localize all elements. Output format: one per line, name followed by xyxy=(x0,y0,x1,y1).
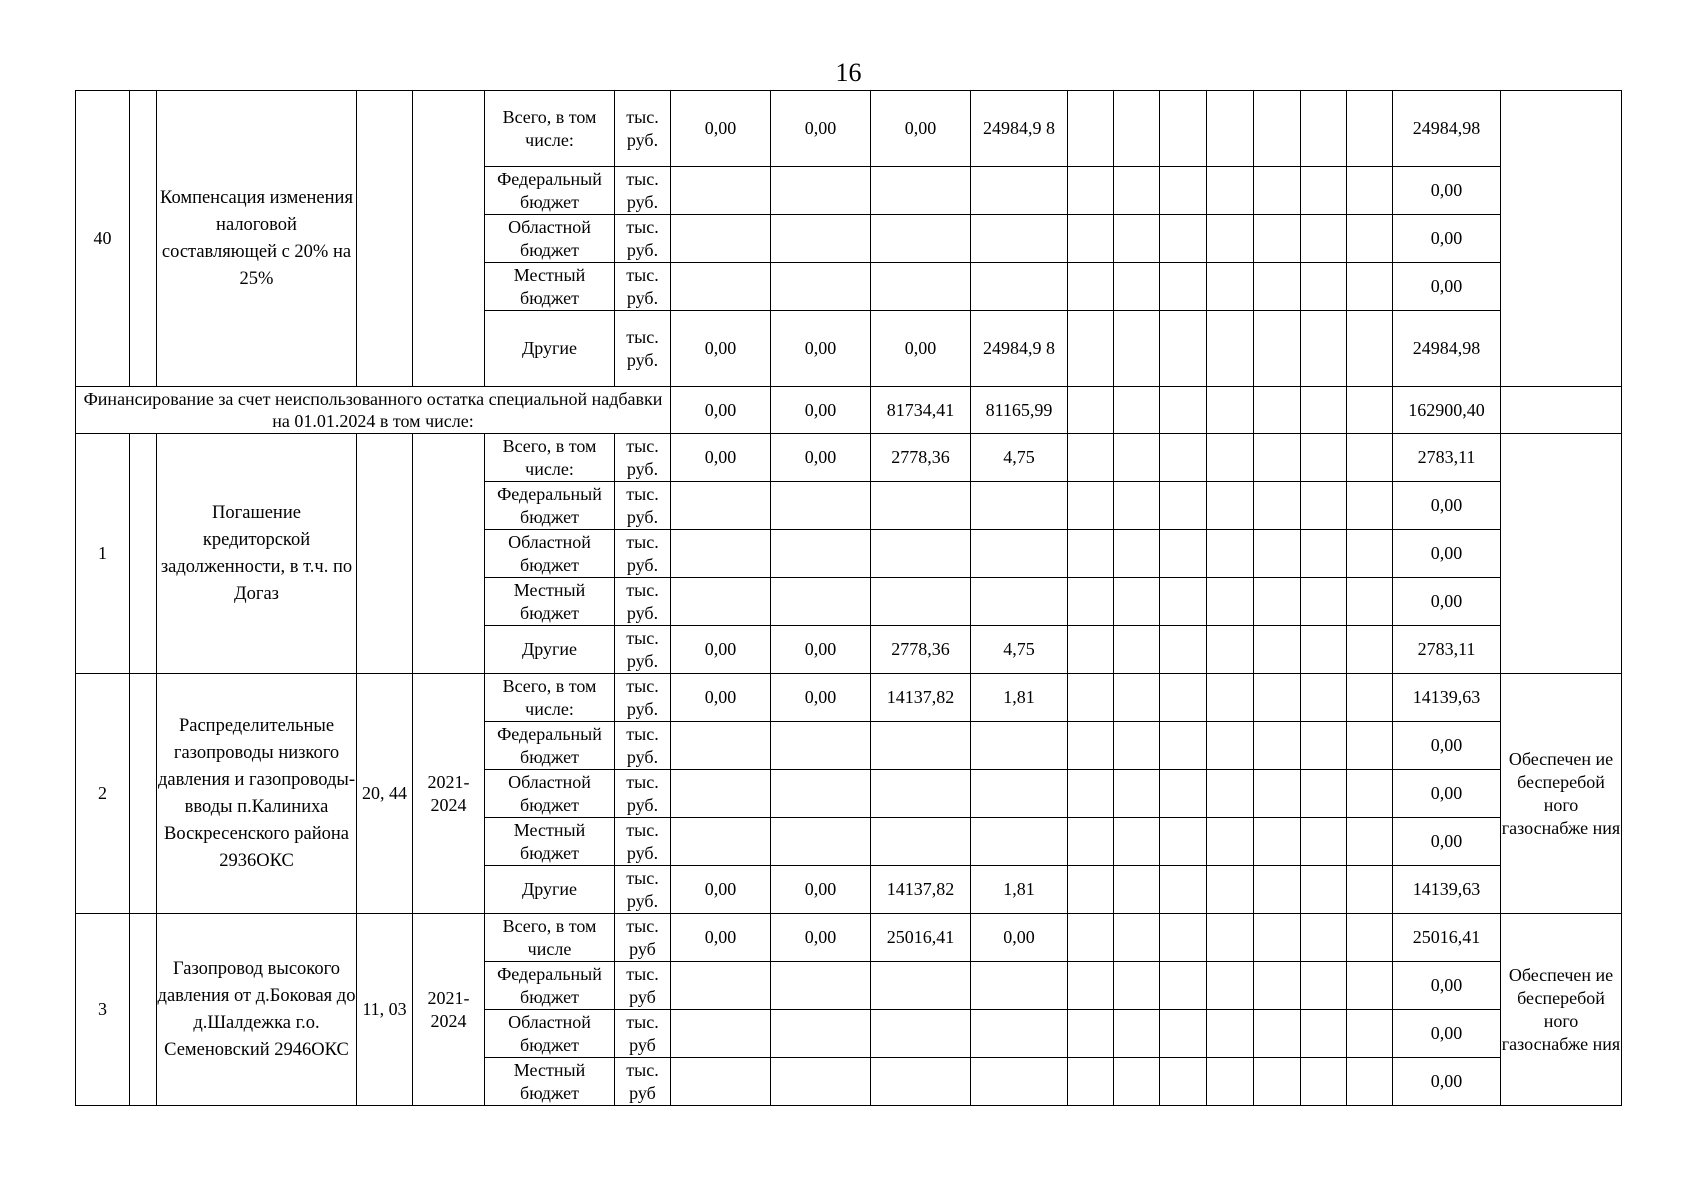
page-number: 16 xyxy=(835,58,862,87)
value-cell: 2778,36 xyxy=(871,626,971,674)
table-row xyxy=(76,434,1622,482)
value-cell: 81165,99 xyxy=(971,387,1068,434)
value-cell: 1,81 xyxy=(971,866,1068,914)
table-row xyxy=(76,674,1622,722)
value-cell: 0,00 xyxy=(671,311,771,387)
value-cell: 0,00 xyxy=(871,91,971,167)
unit: тыс. руб. xyxy=(615,311,671,387)
value-cell: 0,00 xyxy=(671,866,771,914)
sum-cell: 0,00 xyxy=(1393,215,1501,263)
sum-cell: 0,00 xyxy=(1393,1010,1501,1058)
unit: тыс. руб. xyxy=(615,866,671,914)
summary-row xyxy=(76,387,1622,434)
unit: тыс. руб. xyxy=(615,578,671,626)
value-cell: 14137,82 xyxy=(871,674,971,722)
row-number: 2 xyxy=(76,674,130,914)
source-local: Местный бюджет xyxy=(485,578,615,626)
source-total: Всего, в том числе xyxy=(485,914,615,962)
sum-cell: 24984,98 xyxy=(1393,91,1501,167)
source-regional: Областной бюджет xyxy=(485,770,615,818)
unit: тыс. руб xyxy=(615,914,671,962)
source-other: Другие xyxy=(485,866,615,914)
sum-cell: 0,00 xyxy=(1393,167,1501,215)
value-cell: 0,00 xyxy=(671,914,771,962)
unit: тыс. руб xyxy=(615,1058,671,1106)
sum-cell: 0,00 xyxy=(1393,962,1501,1010)
value-cell: 4,75 xyxy=(971,626,1068,674)
unit: тыс. руб. xyxy=(615,215,671,263)
value-cell: 0,00 xyxy=(671,434,771,482)
sum-cell: 0,00 xyxy=(1393,263,1501,311)
source-other: Другие xyxy=(485,311,615,387)
table-row xyxy=(76,91,1622,167)
source-regional: Областной бюджет xyxy=(485,1010,615,1058)
sum-cell: 0,00 xyxy=(1393,722,1501,770)
unit: тыс. руб. xyxy=(615,263,671,311)
source-other: Другие xyxy=(485,626,615,674)
value-cell: 0,00 xyxy=(771,914,871,962)
unit: тыс. руб. xyxy=(615,91,671,167)
sum-cell: 0,00 xyxy=(1393,1058,1501,1106)
financing-table xyxy=(75,90,1622,1106)
unit: тыс. руб. xyxy=(615,818,671,866)
sum-cell: 0,00 xyxy=(1393,818,1501,866)
value-cell: 2778,36 xyxy=(871,434,971,482)
unit: тыс. руб. xyxy=(615,626,671,674)
item-name: Газопровод высокого давления от д.Боковая до д.Шалдежка г.о. Семеновский 2946ОКС xyxy=(157,914,357,1106)
sum-cell: 0,00 xyxy=(1393,530,1501,578)
sum-cell: 25016,41 xyxy=(1393,914,1501,962)
source-total: Всего, в том числе: xyxy=(485,674,615,722)
sum-cell: 162900,40 xyxy=(1393,387,1501,434)
table-row xyxy=(76,914,1622,962)
value-cell: 0,00 xyxy=(771,311,871,387)
source-local: Местный бюджет xyxy=(485,818,615,866)
value-cell: 0,00 xyxy=(871,311,971,387)
sum-cell: 2783,11 xyxy=(1393,626,1501,674)
source-federal: Федеральный бюджет xyxy=(485,482,615,530)
source-regional: Областной бюджет xyxy=(485,530,615,578)
source-federal: Федеральный бюджет xyxy=(485,167,615,215)
row-number: 40 xyxy=(76,91,130,387)
sum-cell: 0,00 xyxy=(1393,578,1501,626)
source-federal: Федеральный бюджет xyxy=(485,722,615,770)
unit: тыс. руб. xyxy=(615,482,671,530)
value-cell: 0,00 xyxy=(771,674,871,722)
note-cell: Обеспечен ие бесперебой ного газоснабже ния xyxy=(1501,914,1622,1106)
sum-cell: 14139,63 xyxy=(1393,674,1501,722)
value-cell: 25016,41 xyxy=(871,914,971,962)
sum-cell: 24984,98 xyxy=(1393,311,1501,387)
unit: тыс. руб. xyxy=(615,167,671,215)
value-cell: 0,00 xyxy=(771,626,871,674)
value-cell: 24984,9 8 xyxy=(971,91,1068,167)
sum-cell: 0,00 xyxy=(1393,482,1501,530)
item-name: Компенсация изменения налоговой составляющей с 20% на 25% xyxy=(157,91,357,387)
unit: тыс. руб. xyxy=(615,674,671,722)
value-cell: 0,00 xyxy=(671,626,771,674)
value-cell: 0,00 xyxy=(771,434,871,482)
value-cell: 0,00 xyxy=(771,866,871,914)
row-number: 3 xyxy=(76,914,130,1106)
value-cell: 0,00 xyxy=(771,387,871,434)
source-local: Местный бюджет xyxy=(485,1058,615,1106)
sum-cell: 14139,63 xyxy=(1393,866,1501,914)
summary-label: Финансирование за счет неиспользованного остатка специальной надбавки на 01.01.2024 в том числе: xyxy=(76,387,671,434)
value-cell: 0,00 xyxy=(671,674,771,722)
unit: тыс. руб. xyxy=(615,530,671,578)
sum-cell: 2783,11 xyxy=(1393,434,1501,482)
unit: тыс. руб xyxy=(615,1010,671,1058)
value-cell: 0,00 xyxy=(671,91,771,167)
years-cell: 2021- 2024 xyxy=(413,914,485,1106)
value-cell: 0,00 xyxy=(671,387,771,434)
item-name: Погашение кредиторской задолженности, в т.ч. по Догаз xyxy=(157,434,357,674)
value-cell: 0,00 xyxy=(971,914,1068,962)
length-cell: 20, 44 xyxy=(357,674,413,914)
note-cell: Обеспечен ие бесперебой ного газоснабже ния xyxy=(1501,674,1622,914)
source-regional: Областной бюджет xyxy=(485,215,615,263)
value-cell: 14137,82 xyxy=(871,866,971,914)
source-total: Всего, в том числе: xyxy=(485,91,615,167)
unit: тыс. руб xyxy=(615,962,671,1010)
source-total: Всего, в том числе: xyxy=(485,434,615,482)
length-cell: 11, 03 xyxy=(357,914,413,1106)
value-cell: 24984,9 8 xyxy=(971,311,1068,387)
value-cell: 1,81 xyxy=(971,674,1068,722)
source-federal: Федеральный бюджет xyxy=(485,962,615,1010)
item-name: Распределительные газопроводы низкого давления и газопроводы-вводы п.Калиниха Воскресенского района 2936ОКС xyxy=(157,674,357,914)
unit: тыс. руб. xyxy=(615,722,671,770)
unit: тыс. руб. xyxy=(615,770,671,818)
unit: тыс. руб. xyxy=(615,434,671,482)
source-local: Местный бюджет xyxy=(485,263,615,311)
value-cell: 0,00 xyxy=(771,91,871,167)
sum-cell: 0,00 xyxy=(1393,770,1501,818)
value-cell: 81734,41 xyxy=(871,387,971,434)
years-cell: 2021- 2024 xyxy=(413,674,485,914)
value-cell: 4,75 xyxy=(971,434,1068,482)
row-number: 1 xyxy=(76,434,130,674)
